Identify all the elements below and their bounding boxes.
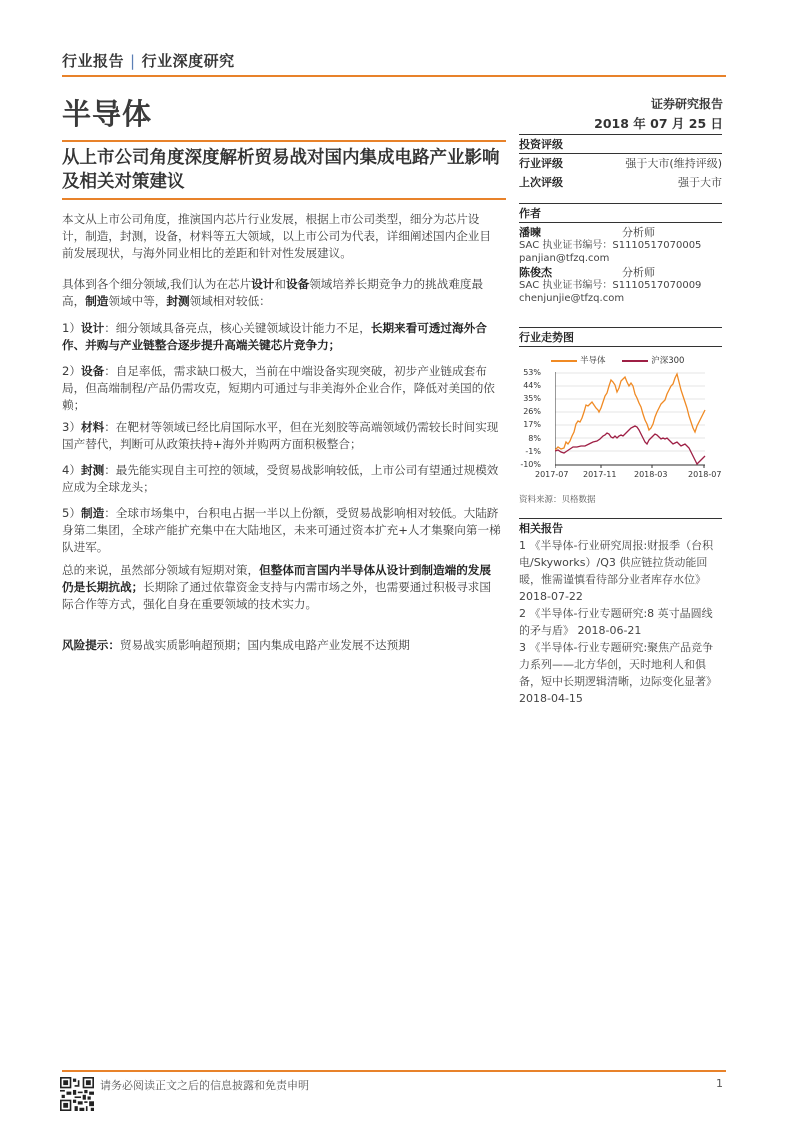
legend-label-csi300: 沪深300 [651,356,685,366]
text: 具体到各个细分领域,我们认为在芯片 [62,277,252,291]
segment-overview-paragraph [62,276,502,310]
chart-source: 资料来源：贝格数据 [519,495,596,505]
text: 领域培养长期竞争力的挑战难度最高， [62,277,484,308]
related-report-item[interactable]: 1 《半导体-行业研究周报:财报季（台积电/Skyworks）/Q3 供应链拉货动能回暖，惟需谨慎看待部分业者库存水位》 2018-07-22 [519,539,714,603]
item-number: 2） [62,364,81,378]
title-bottom-rule [62,198,506,200]
legend-swatch-semiconductor [551,360,577,362]
text: 领域中等， [108,294,167,308]
bold-packaging: 封测 [166,294,190,308]
segment-item-materials [62,419,502,453]
bold-manufacturing: 制造 [85,294,109,308]
title-top-rule [62,140,506,142]
author-2 [519,266,722,305]
y-tick: 44% [523,381,541,390]
chart-legend [551,354,684,366]
legend-label-semiconductor: 半导体 [580,356,606,366]
author-cert: SAC 执业证书编号：S1110517070005 [519,240,702,251]
trend-section [519,327,722,347]
x-tick: 2018-07 [688,470,722,479]
industry-title: 半导体 [62,97,153,131]
rating-row-industry [519,154,722,173]
segment-item-design [62,320,502,354]
report-type-header [62,50,235,71]
segment-item-equipment [62,363,502,414]
author-role: 分析师 [622,266,655,279]
y-tick: 26% [523,407,541,416]
disclaimer-notice[interactable]: 请务必阅读正文之后的信息披露和免责申明 [100,1079,309,1092]
item-label: 封测 [80,463,105,477]
text: 领域相对较低： [189,294,271,308]
report-title: 从上市公司角度深度解析贸易战对国内集成电路产业影响及相关对策建议 [62,148,500,192]
trend-heading: 行业走势图 [519,327,722,347]
y-tick: 17% [523,420,541,429]
item-text: ：全球市场集中，台积电占据一半以上份额，受贸易战影响相对较低。大陆跻身第二集团，全球产能扩充集中在大陆地区，未来可通过资本扩充+人才集聚向第一梯队进军。 [62,506,501,554]
author-email[interactable]: panjian@tfzq.com [519,252,610,264]
intro-text: 本文从上市公司角度，推演国内芯片行业发展，根据上市公司类型，细分为芯片设计，制造，封测，设备，材料等五大领域，以上市公司为代表，详细阐述国内企业目前发展现状，与海外同业相比的差距和针对性发展建议。 [62,212,491,260]
item-label: 材料 [80,420,105,434]
item-text: ：最先能实现自主可控的领域，受贸易战影响较低，上市公司有望通过规模效应成为全球龙头； [62,463,499,494]
item-label: 设计 [80,321,105,335]
bold-design: 设计 [251,277,275,291]
item-label: 制造 [80,506,105,520]
y-tick: 8% [528,434,541,443]
x-tick: 2017-11 [583,470,617,479]
author-email[interactable]: chenjunjie@tfzq.com [519,292,625,304]
author-role: 分析师 [622,226,655,239]
text: 总的来说，虽然部分领域有短期对策， [62,563,260,577]
author-1 [519,226,722,265]
footer-rule [62,1070,726,1072]
author-cert: SAC 执业证书编号：S1110517070009 [519,280,702,291]
bold-equipment: 设备 [286,277,310,291]
y-tick: 53% [523,368,541,377]
page-number: 1 [716,1077,723,1090]
rating-key: 上次评级 [519,176,563,189]
item-number: 3） [62,420,81,434]
y-tick: -1% [525,447,541,456]
report-subtype: 行业深度研究 [141,52,235,70]
legend-swatch-csi300 [622,360,648,362]
rating-value: 强于大市(维持评级) [625,157,722,170]
related-report-item[interactable]: 2 《半导体-行业专题研究:8 英寸晶圆线的矛与盾》 2018-06-21 [519,607,713,637]
rating-section [519,134,722,192]
header-separator: | [130,52,136,70]
y-tick: -10% [520,460,541,469]
authors-section [519,203,722,305]
x-tick: 2018-03 [634,470,668,479]
qr-code-icon [60,1077,94,1111]
item-number: 1） [62,321,81,335]
rating-row-previous [519,173,722,192]
x-tick: 2017-07 [535,470,569,479]
report-type: 行业报告 [62,52,125,70]
related-report-item[interactable]: 3 《半导体-行业专题研究:聚焦产品竞争力系列——北方华创，天时地利人和俱备，短中长期逻辑清晰，边际变化显著》 2018-04-15 [519,641,717,705]
risk-text: 贸易战实质影响超预期；国内集成电路产业发展不达预期 [119,638,410,652]
risk-label: 风险提示： [62,638,120,652]
text: 和 [274,277,286,291]
item-number: 4） [62,463,81,477]
author-name: 潘暕 [519,226,541,239]
related-reports-section [519,518,722,707]
report-date: 2018 年 07 月 25 日 [594,116,723,131]
rating-value: 强于大市 [678,176,722,189]
item-label: 设备 [80,364,105,378]
report-kind: 证券研究报告 [650,97,723,111]
item-text: ：细分领域具备亮点，核心关键领域设计能力不足， [104,321,371,335]
item-number: 5） [62,506,81,520]
related-heading: 相关报告 [519,518,722,537]
conclusion-emphasis: 但整体而言国内半导体从设计到制造端的发展仍是长期抗战； [62,563,491,594]
item-text: ：在靶材等领域已经比肩国际水平，但在光刻胶等高端领域仍需较长时间实现国产替代，判断可从政策扶持+海外并购两方面积极整合； [62,420,499,451]
header-rule [62,75,726,77]
segment-item-manufacturing [62,505,502,556]
risk-warning [62,637,502,654]
rating-heading: 投资评级 [519,134,722,154]
rating-key: 行业评级 [519,157,563,170]
y-tick: 35% [523,394,541,403]
trend-chart-plot [555,372,707,468]
conclusion-paragraph [62,562,502,613]
authors-heading: 作者 [519,203,722,223]
text: 长期除了通过依靠资金支持与内需市场之外，也需要通过积极寻求国际合作等方式，强化自身在重要领域的技术实力。 [62,580,491,611]
segment-item-packaging [62,462,502,496]
item-emphasis: 长期来看可透过海外合作、并购与产业链整合逐步提升高端关键芯片竞争力； [62,321,487,352]
summary-paragraph [62,211,502,262]
author-name: 陈俊杰 [519,266,552,279]
item-text: ：自足率低，需求缺口极大，当前在中端设备实现突破，初步产业链成套布局，但高端制程/产品仍需攻克，短期内可通过与非美海外企业合作，降低对美国的依赖； [62,364,495,412]
